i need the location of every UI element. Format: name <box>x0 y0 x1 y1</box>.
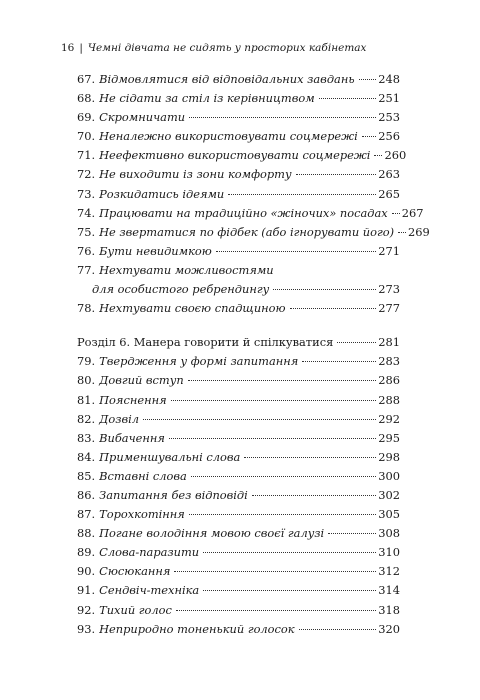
dot-leader <box>290 307 377 309</box>
dot-leader <box>328 532 376 534</box>
entry-page: 318 <box>378 602 400 617</box>
dot-leader <box>176 609 376 611</box>
dot-leader <box>252 494 376 496</box>
dot-leader <box>392 212 400 214</box>
dot-leader <box>171 399 377 401</box>
entry-page: 267 <box>401 205 424 220</box>
entry-number: 80. <box>77 373 96 388</box>
header-separator: | <box>79 42 83 54</box>
entry-number: 88. <box>77 526 96 541</box>
entry-page: 308 <box>378 526 400 541</box>
entry-number: 74. <box>77 205 96 220</box>
dot-leader <box>359 78 377 80</box>
entry-page: 263 <box>378 167 400 182</box>
toc-entry <box>77 429 400 448</box>
entry-title: Дозвіл <box>99 411 139 426</box>
entry-title: Не сідати за стіл із керівництвом <box>99 91 315 106</box>
entry-number: 68. <box>77 91 96 106</box>
entry-title: для особистого ребрендингу <box>92 282 270 297</box>
entry-page: 283 <box>378 354 400 369</box>
dot-leader <box>189 116 376 118</box>
toc-entry <box>77 620 400 639</box>
entry-title: Применшувальні слова <box>99 449 241 464</box>
entry-title: Нехтувати своєю спадщиною <box>99 301 286 316</box>
section-title: Розділ 6. Манера говорити й спілкуватися <box>77 335 334 350</box>
entry-number: 91. <box>77 583 96 598</box>
entry-number: 75. <box>77 224 96 239</box>
dot-leader <box>169 437 376 439</box>
entry-page: 292 <box>378 411 400 426</box>
entry-number: 79. <box>77 354 96 369</box>
entry-title: Не звертатися по фідбек (або ігнорувати його) <box>99 224 395 239</box>
entry-title: Вставні слова <box>99 468 187 483</box>
toc-entry <box>77 410 400 429</box>
entry-page: 277 <box>378 301 400 316</box>
dot-leader <box>189 513 376 515</box>
entry-title: Відмовлятися від відповідальних завдань <box>99 72 355 86</box>
entry-title: Неефективно використовувати соцмережі <box>99 148 371 163</box>
entry-title: Твердження у формі запитання <box>99 354 299 369</box>
entry-number: 82. <box>77 411 96 426</box>
entry-page: 300 <box>378 468 400 483</box>
dot-leader <box>302 360 376 362</box>
dot-leader <box>244 456 376 458</box>
running-header <box>61 41 366 55</box>
entry-page: 314 <box>378 583 400 598</box>
dot-leader <box>362 135 377 137</box>
toc-entry <box>77 467 400 486</box>
entry-number: 84. <box>77 449 96 464</box>
toc-entry <box>77 562 400 581</box>
entry-number: 86. <box>77 487 96 502</box>
entry-number: 72. <box>77 167 96 182</box>
entry-number: 89. <box>77 545 96 560</box>
toc-entry <box>77 524 400 543</box>
page-number: 16 <box>61 42 75 54</box>
toc-entry <box>77 204 424 223</box>
entry-title: Погане володіння мовою своєї галузі <box>99 526 325 541</box>
entry-title: Нехтувати можливостями <box>99 262 274 277</box>
toc-entry <box>77 371 400 390</box>
toc-entry <box>77 108 400 127</box>
toc-entry <box>77 391 400 410</box>
toc-entry <box>77 486 400 505</box>
toc-entry <box>77 127 400 146</box>
toc-entry <box>77 505 400 524</box>
entry-page: 260 <box>384 148 407 163</box>
entry-title: Не виходити із зони комфорту <box>99 167 292 182</box>
toc-group-2 <box>77 352 400 638</box>
book-title: Чемні дівчата не сидять у просторих кабінетах <box>87 42 367 54</box>
entry-number: 78. <box>77 301 96 316</box>
entry-number: 71. <box>77 148 96 163</box>
dot-leader <box>398 231 406 233</box>
entry-title: Сюсюкання <box>99 564 171 579</box>
table-of-contents <box>77 70 430 639</box>
entry-title: Запитання без відповіді <box>99 487 248 502</box>
entry-number: 90. <box>77 564 96 579</box>
toc-entry <box>77 543 400 562</box>
entry-page: 248 <box>378 72 400 86</box>
entry-number: 67. <box>77 72 96 86</box>
entry-title: Бути невидимкою <box>99 243 212 258</box>
entry-title: Тихий голос <box>99 602 172 617</box>
toc-entry <box>77 601 400 620</box>
toc-entry <box>77 352 400 371</box>
dot-leader <box>216 250 376 252</box>
entry-page: 302 <box>378 487 400 502</box>
toc-entry <box>77 146 407 165</box>
entry-page: 320 <box>378 621 400 636</box>
toc-entry <box>77 448 400 467</box>
entry-title: Пояснення <box>99 392 167 407</box>
entry-page: 288 <box>378 392 400 407</box>
entry-number: 70. <box>77 129 96 144</box>
dot-leader <box>203 589 376 591</box>
toc-entry <box>77 242 400 261</box>
entry-title: Неприродно тоненький голосок <box>99 621 295 636</box>
section-gap <box>77 318 400 333</box>
entry-number: 73. <box>77 186 96 201</box>
entry-number: 92. <box>77 602 96 617</box>
entry-page: 298 <box>378 449 400 464</box>
entry-page: 269 <box>408 224 430 239</box>
dot-leader <box>299 628 377 630</box>
dot-leader <box>337 341 376 343</box>
dot-leader <box>374 154 382 156</box>
entry-page: 251 <box>378 91 400 106</box>
entry-page: 265 <box>378 186 400 201</box>
toc-entry <box>77 165 400 184</box>
entry-page: 271 <box>378 243 400 258</box>
entry-page: 286 <box>378 373 400 388</box>
entry-title: Торохкотіння <box>99 507 185 522</box>
entry-number: 77. <box>77 262 96 277</box>
entry-number: 76. <box>77 243 96 258</box>
entry-title: Довгий вступ <box>99 373 184 388</box>
dot-leader <box>143 418 376 420</box>
entry-title: Скромничати <box>99 110 186 125</box>
entry-title: Працювати на традиційно «жіночих» посадах <box>99 205 388 220</box>
section-page: 281 <box>378 335 400 350</box>
entry-page: 256 <box>378 129 400 144</box>
entry-title: Розкидатись ідеями <box>99 186 225 201</box>
entry-title: Слова-паразити <box>99 545 200 560</box>
entry-number: 69. <box>77 110 96 125</box>
dot-leader <box>188 379 377 381</box>
entry-page: 295 <box>378 430 400 445</box>
toc-entry <box>77 280 400 299</box>
dot-leader <box>191 475 376 477</box>
dot-leader <box>203 551 376 553</box>
toc-entry <box>77 185 400 204</box>
entry-page: 273 <box>378 282 400 297</box>
entry-page: 253 <box>378 110 400 125</box>
toc-group-1 <box>77 70 430 318</box>
toc-entry <box>77 261 400 280</box>
toc-entry <box>77 70 400 89</box>
toc-entry <box>77 89 400 108</box>
toc-entry <box>77 223 430 242</box>
entry-number: 87. <box>77 507 96 522</box>
entry-title: Вибачення <box>99 430 165 445</box>
entry-number: 83. <box>77 430 96 445</box>
toc-section-heading <box>77 333 400 352</box>
dot-leader <box>228 193 376 195</box>
entry-page: 312 <box>378 564 400 579</box>
entry-title: Сендвіч-техніка <box>99 583 200 598</box>
entry-number: 81. <box>77 392 96 407</box>
dot-leader <box>273 288 376 290</box>
entry-title: Неналежно використовувати соцмережі <box>99 129 358 144</box>
dot-leader <box>319 97 377 99</box>
toc-entry <box>77 299 400 318</box>
entry-number: 93. <box>77 621 96 636</box>
dot-leader <box>174 570 376 572</box>
entry-number: 85. <box>77 468 96 483</box>
entry-page: 305 <box>378 507 400 522</box>
dot-leader <box>296 173 377 175</box>
toc-entry <box>77 581 400 600</box>
entry-page: 310 <box>378 545 400 560</box>
